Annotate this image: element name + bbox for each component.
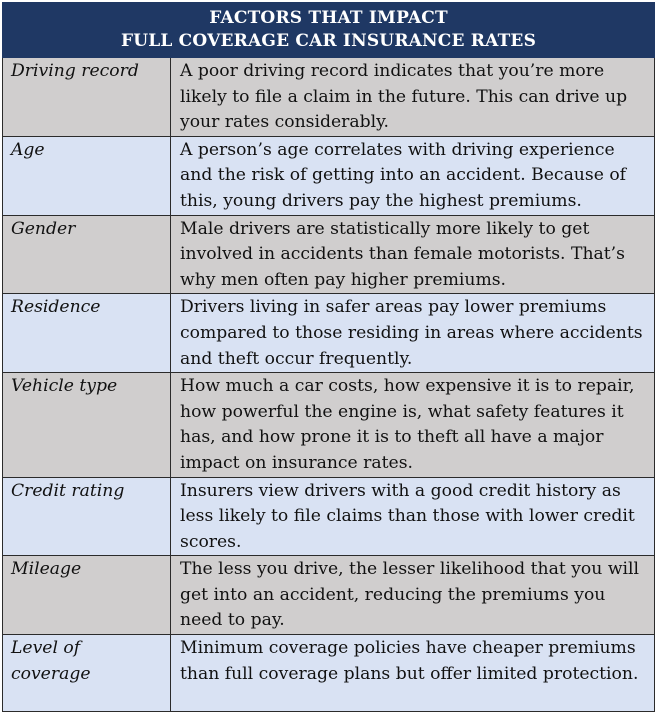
factor-cell: Vehicle type [3,373,171,477]
description-cell: How much a car costs, how expensive it is to repair, how powerful the engine is, what safety features it has, and how prone it is to theft all have a major impact on insurance rates. [171,373,655,477]
factor-cell: Gender [3,215,171,294]
table-row [3,635,655,712]
description-cell: A person’s age correlates with driving experience and the risk of getting into an accident. Because of this, young drivers pay the highest premiums. [171,136,655,215]
factor-cell: Age [3,136,171,215]
description-cell: The less you drive, the lesser likelihood that you will get into an accident, reducing the premiums you need to pay. [171,556,655,635]
table-title-line-2: FULL COVERAGE CAR INSURANCE RATES [120,31,537,51]
table-title-line-1: FACTORS THAT IMPACT [209,8,448,28]
table-row [3,215,655,294]
factor-cell: Mileage [3,556,171,635]
description-cell: Male drivers are statistically more likely to get involved in accidents than female motorists. That’s why men often pay higher premiums. [171,215,655,294]
description-cell: A poor driving record indicates that you’re more likely to file a claim in the future. This can drive up your rates considerably. [171,58,655,137]
factor-cell: Residence [3,294,171,373]
table-row [3,556,655,635]
factor-cell: Driving record [3,58,171,137]
table-title [3,3,655,58]
table-row [3,477,655,556]
factor-cell: Credit rating [3,477,171,556]
description-cell: Insurers view drivers with a good credit history as less likely to file claims than those with lower credit scores. [171,477,655,556]
description-cell: Drivers living in safer areas pay lower premiums compared to those residing in areas where accidents and theft occur frequently. [171,294,655,373]
description-cell: Minimum coverage policies have cheaper premiums than full coverage plans but offer limited protection. [171,635,655,712]
factor-cell: Level of coverage [3,635,171,712]
table-row [3,58,655,137]
insurance-factors-table-container [2,2,654,698]
table-row [3,294,655,373]
insurance-factors-table [2,2,655,712]
table-header-row [3,3,655,58]
table-row [3,136,655,215]
table-row [3,373,655,477]
